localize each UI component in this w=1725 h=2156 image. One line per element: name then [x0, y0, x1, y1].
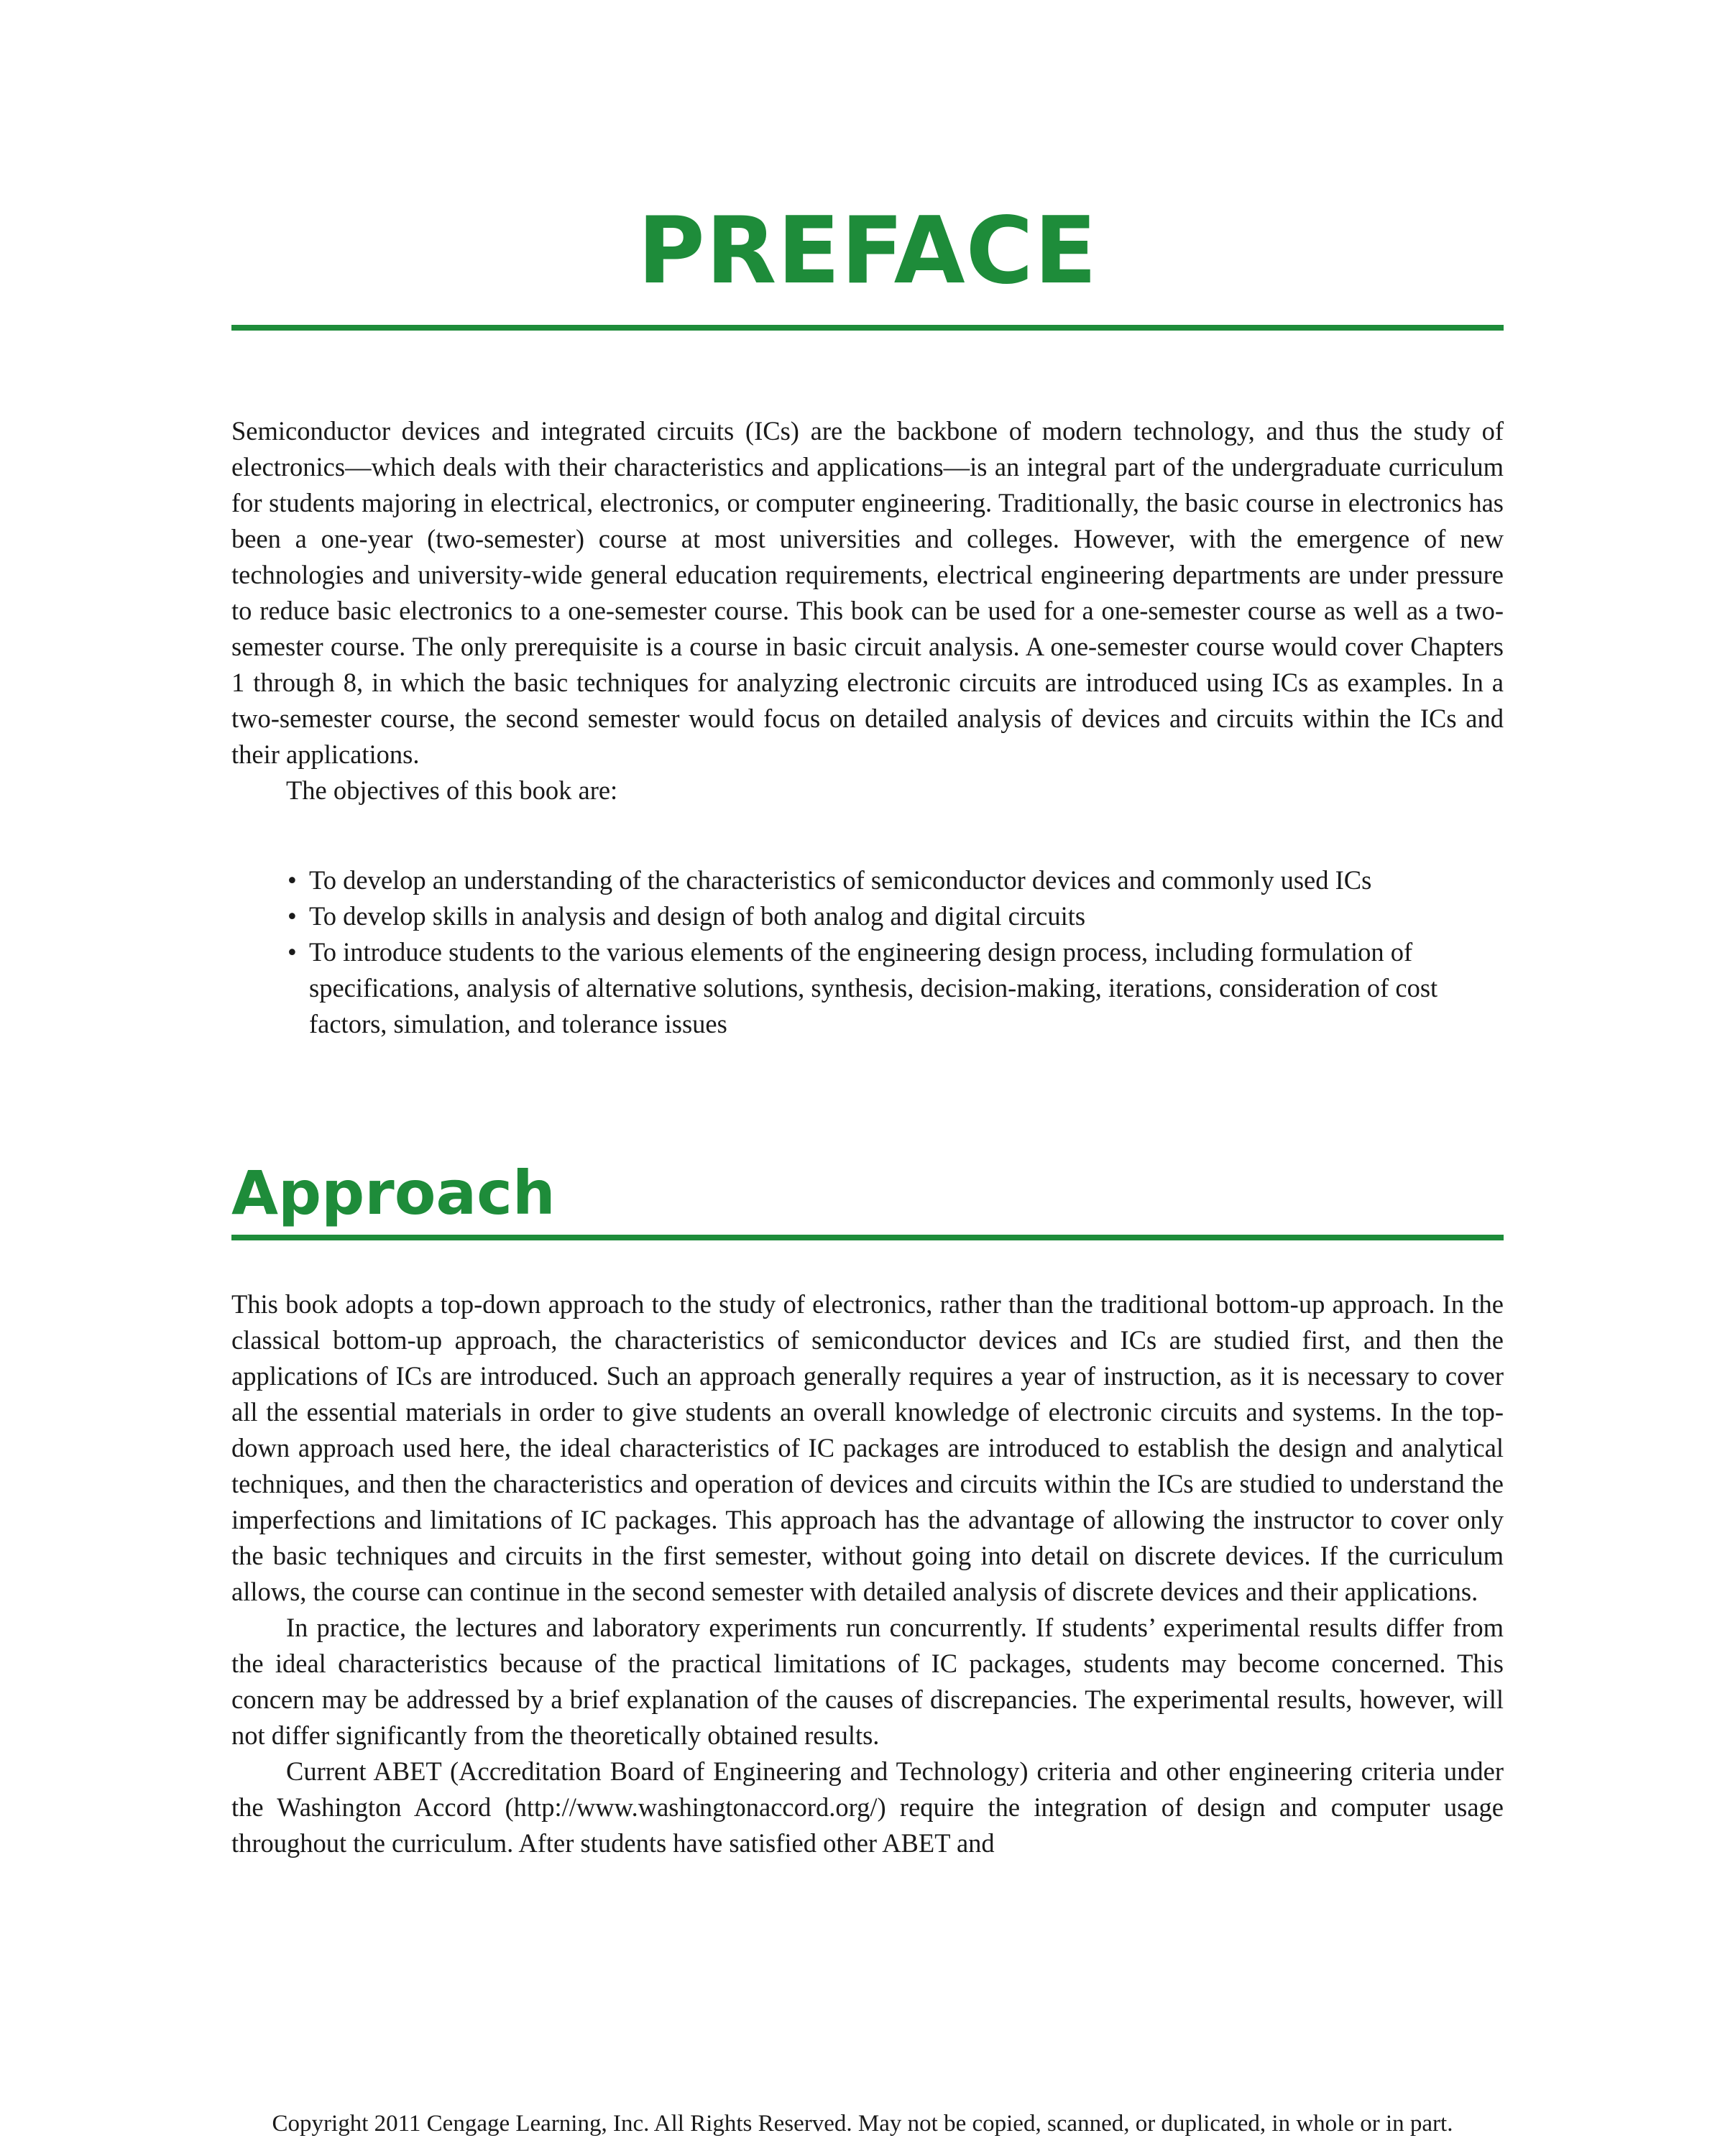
objective-text: To develop skills in analysis and design of both analog and digital circuits: [309, 901, 1086, 931]
approach-paragraph: This book adopts a top-down approach to the study of electronics, rather than the traditional bottom-up approach. In the classical bottom-up approach, the characteristics of semiconductor devices and ICs are studied first, and then the applications of ICs are introduced. Such an approach generally requires a year of instruction, as it is necessary to cover all the essential materials in order to give students an overall knowledge of electronic circuits and systems. In the top-down approach used here, the ideal characteristics of IC packages are introduced to establish the design and analytical techniques, and then the characteristics and operation of devices and circuits within the ICs are studied to understand the imperfections and limitations of IC packages. This approach has the advantage of allowing the instructor to cover only the basic techniques and circuits in the first semester, without going into detail on discrete devices. If the curriculum allows, the course can continue in the second semester with detailed analysis of discrete devices and their applications.: [231, 1289, 1504, 1606]
bullet-icon: •: [288, 937, 297, 967]
objectives-list: [231, 862, 1504, 1042]
section-rule: [231, 1235, 1504, 1240]
bullet-icon: •: [288, 865, 297, 895]
approach-section: [231, 1286, 1504, 1861]
approach-paragraph: Current ABET (Accreditation Board of Engineering and Technology) criteria and other engineering criteria under the Washington Accord (http://www.washingtonaccord.org/) require the integration of design and computer usage throughout the curriculum. After students have satisfied other ABET and: [231, 1756, 1504, 1858]
title-rule: [231, 325, 1504, 331]
objective-text: To develop an understanding of the characteristics of semiconductor devices and commonly used ICs: [309, 865, 1372, 895]
list-item: [231, 934, 1504, 1042]
bullet-icon: •: [288, 901, 297, 931]
list-item: [231, 862, 1504, 898]
objective-text: To introduce students to the various elements of the engineering design process, including formulation of specifications, analysis of alternative solutions, synthesis, decision-making, iterations, consideration of cost factors, simulation, and tolerance issues: [309, 937, 1438, 1038]
list-item: [231, 898, 1504, 934]
intro-section: [231, 413, 1504, 808]
approach-paragraph: In practice, the lectures and laboratory experiments run concurrently. If students’ experimental results differ from the ideal characteristics because of the practical limitations of IC packages, students may become concerned. This concern may be addressed by a brief explanation of the causes of discrepancies. The experimental results, however, will not differ significantly from the theoretically obtained results.: [231, 1613, 1504, 1750]
intro-paragraph: Semiconductor devices and integrated circuits (ICs) are the backbone of modern technology, and thus the study of electronics—which deals with their characteristics and applications—is an integral part of the undergraduate curriculum for students majoring in electrical, electronics, or computer engineering. Traditionally, the basic course in electronics has been a one-year (two-semester) course at most universities and colleges. However, with the emergence of new technologies and university-wide general education requirements, electrical engineering departments are under pressure to reduce basic electronics to a one-semester course. This book can be used for a one-semester course as well as a two-semester course. The only prerequisite is a course in basic circuit analysis. A one-semester course would cover Chapters 1 through 8, in which the basic techniques for analyzing electronic circuits are introduced using ICs as examples. In a two-semester course, the second semester would focus on detailed analysis of devices and circuits within the ICs and their applications.: [231, 416, 1504, 769]
page-title: PREFACE: [638, 198, 1098, 305]
objectives-lead: The objectives of this book are:: [286, 775, 618, 805]
copyright-footer: Copyright 2011 Cengage Learning, Inc. All Rights Reserved. May not be copied, scanned, or duplicated, in whole or in part.: [272, 2111, 1453, 2137]
section-heading-approach: Approach: [231, 1158, 556, 1228]
